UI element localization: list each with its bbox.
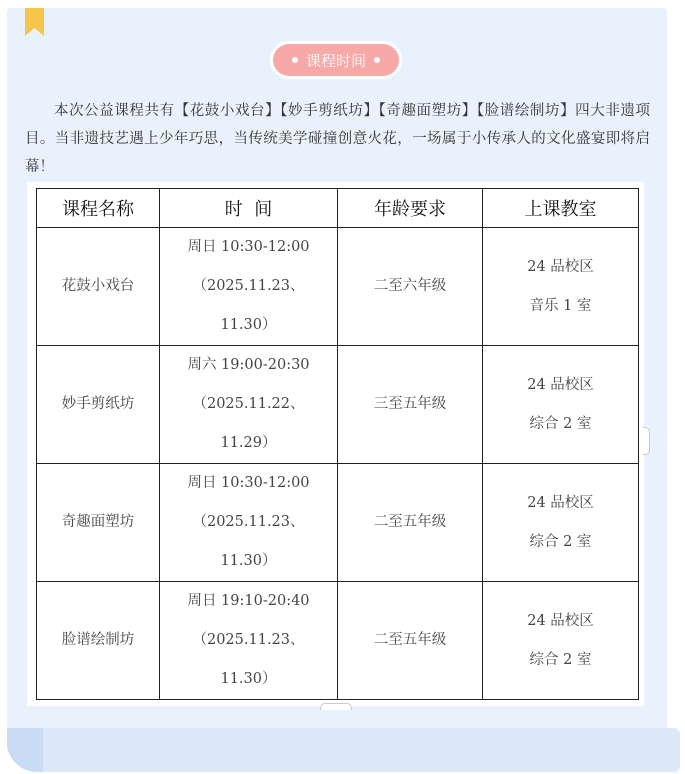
classroom <box>483 464 639 582</box>
time-line: （2025.11.23、 <box>192 514 305 530</box>
side-scroll-handle[interactable] <box>643 427 650 455</box>
room: 音乐 1 室 <box>529 297 592 314</box>
table-row <box>37 346 639 464</box>
course-name: 花鼓小戏台 <box>37 228 160 346</box>
campus: 24 品校区 <box>527 376 594 393</box>
table-row <box>37 464 639 582</box>
age-requirement: 二至五年级 <box>338 582 483 700</box>
campus: 24 品校区 <box>527 258 594 275</box>
header-age: 年龄要求 <box>338 189 483 228</box>
course-time <box>160 464 338 582</box>
time-line: 11.30） <box>220 317 277 333</box>
campus: 24 品校区 <box>527 494 594 511</box>
header-classroom: 上课教室 <box>483 189 639 228</box>
time-line: （2025.11.23、 <box>192 278 305 294</box>
time-line: 周日 10:30-12:00 <box>187 475 310 491</box>
header-course-name: 课程名称 <box>37 189 160 228</box>
classroom <box>483 228 639 346</box>
course-name: 奇趣面塑坊 <box>37 464 160 582</box>
table-header-row <box>37 189 639 228</box>
page-curl <box>7 728 43 772</box>
section-title: 课程时间 <box>305 51 366 70</box>
table-row <box>37 582 639 700</box>
room: 综合 2 室 <box>529 651 592 668</box>
table-row <box>37 228 639 346</box>
room: 综合 2 室 <box>529 415 592 432</box>
header-time: 时 间 <box>160 189 338 228</box>
course-time <box>160 346 338 464</box>
time-line: 11.29） <box>220 435 277 451</box>
time-line: （2025.11.23、 <box>192 632 305 648</box>
dot-icon <box>292 57 298 63</box>
bottom-scroll-handle[interactable] <box>320 703 352 710</box>
schedule-table <box>36 188 639 700</box>
time-line: 11.30） <box>220 671 277 687</box>
time-line: 周六 19:00-20:30 <box>187 357 310 373</box>
age-requirement: 三至五年级 <box>338 346 483 464</box>
dot-icon <box>374 57 380 63</box>
time-line: 周日 10:30-12:00 <box>187 239 310 255</box>
time-line: （2025.11.22、 <box>192 396 305 412</box>
time-line: 周日 19:10-20:40 <box>187 593 310 609</box>
room: 综合 2 室 <box>529 533 592 550</box>
age-requirement: 二至六年级 <box>338 228 483 346</box>
intro-paragraph: 本次公益课程共有【花鼓小戏台】【妙手剪纸坊】【奇趣面塑坊】【脸谱绘制坊】四大非遗项目。当非遗技艺遇上少年巧思，当传统美学碰撞创意火花，一场属于小传承人的文化盛宴即将启幕！ <box>25 103 650 175</box>
age-requirement: 二至五年级 <box>338 464 483 582</box>
course-time <box>160 582 338 700</box>
card-bottom-band <box>30 728 680 772</box>
classroom <box>483 346 639 464</box>
time-line: 11.30） <box>220 553 277 569</box>
course-time <box>160 228 338 346</box>
section-title-pill <box>270 41 402 79</box>
classroom <box>483 582 639 700</box>
schedule-table-container <box>27 182 644 706</box>
campus: 24 品校区 <box>527 612 594 629</box>
course-name: 妙手剪纸坊 <box>37 346 160 464</box>
course-name: 脸谱绘制坊 <box>37 582 160 700</box>
